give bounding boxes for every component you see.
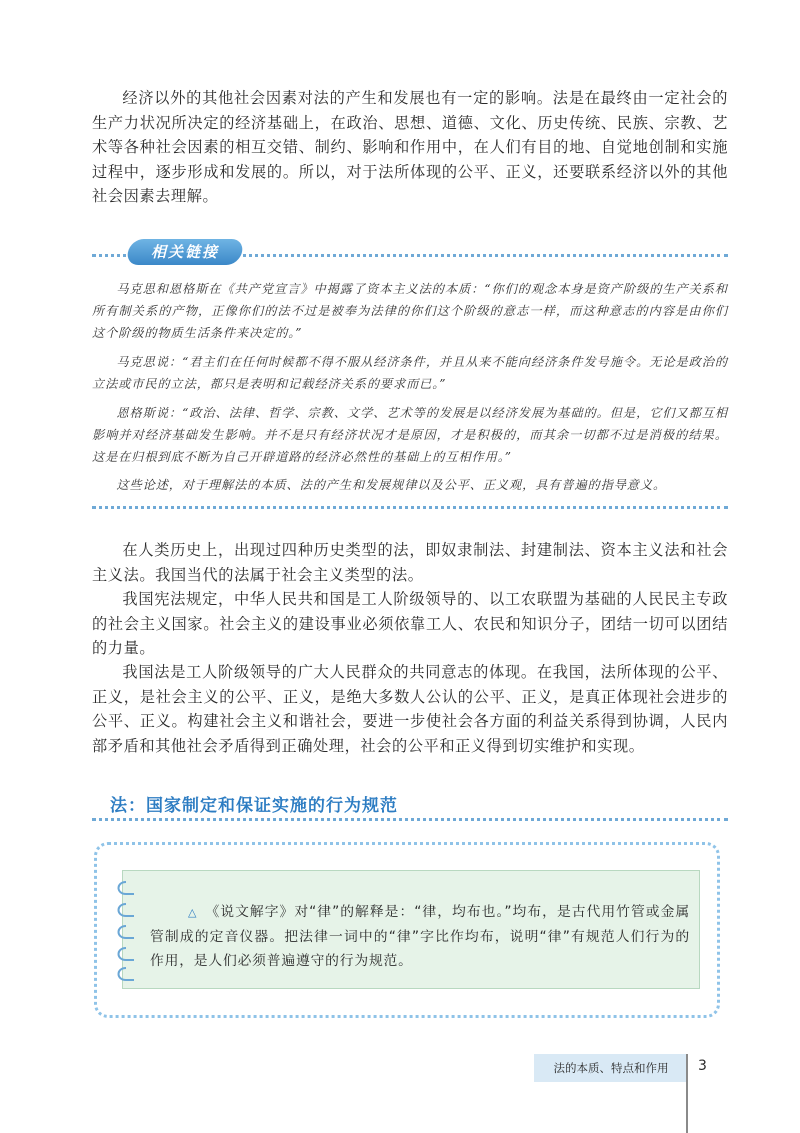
body-paragraph: 经济以外的其他社会因素对法的产生和发展也有一定的影响。法是在最终由一定社会的生产力状况所决定的经济基础上，在政治、思想、道德、文化、历史传统、民族、宗教、艺术等各种社会因素的相互交错、制约、影响和作用中，在人们有目的地、自觉地创制和实施过程中，逐步形成和发展的。所以，对于法所体现的公平、正义，还要联系经济以外的其他社会因素去理解。 (92, 89, 728, 205)
note-text: 《说文解字》对“律”的解释是：“律，均布也。”均布，是古代用竹管或金属管制成的定音仪器。把法律一词中的“律”字比作均布，说明“律”有规范人们行为的作用，是人们必须普遍遵守的行为规范。 (150, 904, 690, 969)
body-paragraph: 我国法是工人阶级领导的广大人民群众的共同意志的体现。在我国，法所体现的公平、正义，是社会主义的公平、正义，是绝大多数人公认的公平、正义，是真正体现社会进步的公平、正义。构建社会主义和谐社会，要进一步使社会各方面的利益关系得到协调，人民内部矛盾和其他社会矛盾得到正确处理，社会的公平和正义得到切实维护和实现。 (92, 663, 728, 755)
dotted-divider (92, 506, 728, 509)
footer-divider (686, 1054, 688, 1133)
quote-paragraph: 马克思和恩格斯在《共产党宣言》中揭露了资本主义法的本质：“你们的观念本身是资产阶级的生产关系和所有制关系的产物，正像你们的法不过是被奉为法律的你们这个阶级的意志一样，而这种意志的内容是由你们这个阶级的物质生活条件来决定的。” (92, 282, 728, 341)
note-text-block (150, 900, 690, 973)
quote-paragraph: 马克思说：“君主们在任何时候都不得不服从经济条件，并且从来不能向经济条件发号施令。无论是政治的立法或市民的立法，都只是表明和记载经济关系的要求而已。” (92, 355, 728, 392)
dotted-divider (92, 818, 728, 821)
section-title: 法：国家制定和保证实施的行为规范 (110, 796, 398, 816)
quote-paragraph: 恩格斯说：“政治、法律、哲学、宗教、文学、艺术等的发展是以经济发展为基础的。但是，它们又都互相影响并对经济基础发生影响。并不是只有经济状况才是原因，才是积极的，而其余一切都不过是消极的结果。这是在归根到底不断为自己开辟道路的经济必然性的基础上的互相作用。” (92, 406, 728, 465)
page-number: 3 (698, 1058, 707, 1074)
notebook-rings-icon (112, 874, 136, 986)
footer-chapter-label: 法的本质、特点和作用 (553, 1061, 669, 1075)
quote-paragraph: 这些论述，对于理解法的本质、法的产生和发展规律以及公平、正义观，具有普遍的指导意义。 (116, 478, 667, 492)
related-link-label: 相关链接 (150, 243, 219, 261)
triangle-marker-icon: △ (188, 906, 198, 919)
body-paragraph: 我国宪法规定，中华人民共和国是工人阶级领导的、以工农联盟为基础的人民民主专政的社会主义国家。社会主义的建设事业必须依靠工人、农民和知识分子，团结一切可以团结的力量。 (92, 590, 728, 657)
related-link-tag (125, 239, 245, 265)
body-paragraph: 在人类历史上，出现过四种历史类型的法，即奴隶制法、封建制法、资本主义法和社会主义法。我国当代的法属于社会主义类型的法。 (92, 541, 728, 584)
